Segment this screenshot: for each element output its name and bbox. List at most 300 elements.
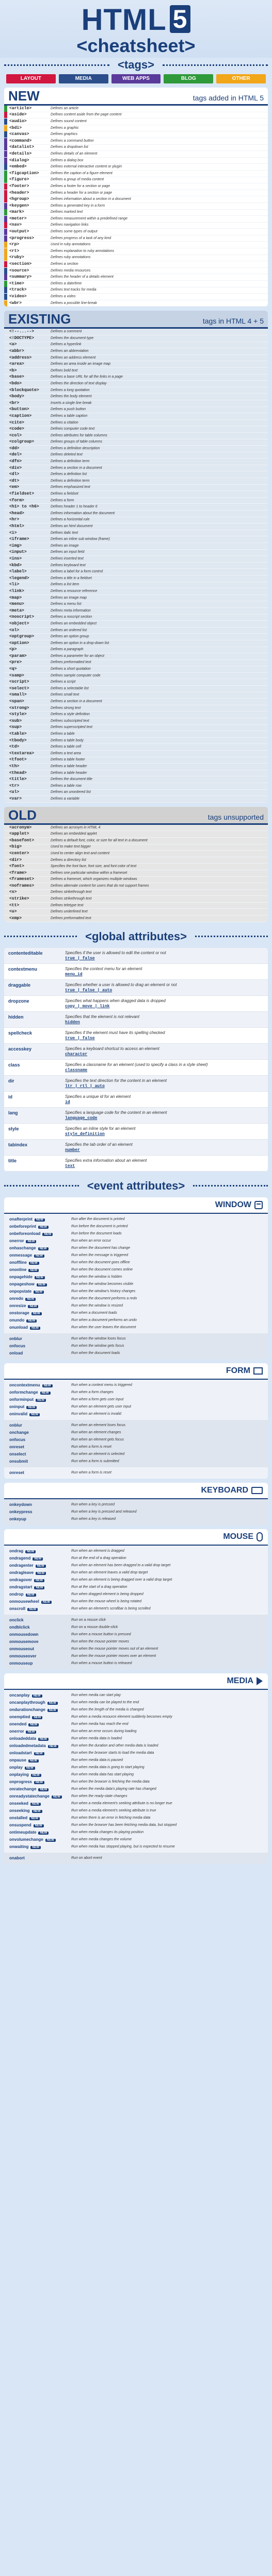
attribute-values: id bbox=[65, 1099, 70, 1105]
event-description: Run when media data is loaded bbox=[71, 1736, 122, 1740]
tag-name: <center> bbox=[9, 851, 29, 856]
page-title bbox=[0, 5, 272, 35]
tag-row bbox=[4, 863, 268, 870]
tag-name: <i> bbox=[9, 530, 17, 535]
tag-name: <blockquote> bbox=[9, 387, 39, 393]
category-swatch bbox=[4, 666, 7, 672]
new-badge: NEW bbox=[31, 1312, 42, 1315]
new-badge: NEW bbox=[28, 1305, 38, 1308]
tag-name: <head> bbox=[9, 511, 24, 516]
attribute-description bbox=[65, 1030, 264, 1041]
tag-row bbox=[4, 653, 268, 660]
divider bbox=[4, 936, 77, 937]
event-list bbox=[4, 1380, 268, 1420]
event-description: Run when an error occurs during loading bbox=[71, 1729, 137, 1733]
tag-row bbox=[4, 647, 268, 654]
event-row bbox=[4, 1302, 268, 1310]
tag-name: <style> bbox=[9, 712, 27, 717]
event-description: Run on abort event bbox=[71, 1856, 102, 1860]
event-name: oncanplay NEW bbox=[9, 1692, 71, 1699]
new-badge: NEW bbox=[42, 1233, 53, 1236]
new-badge: NEW bbox=[38, 1832, 49, 1835]
event-description: Run when a form is reset bbox=[71, 1445, 111, 1449]
tag-row bbox=[4, 361, 268, 368]
event-row bbox=[4, 1598, 268, 1605]
tag-name: <meter> bbox=[9, 216, 27, 221]
tag-name: <dl> bbox=[9, 472, 20, 477]
attribute-name: dir bbox=[8, 1078, 14, 1083]
tag-name: <q> bbox=[9, 667, 17, 672]
category-swatch bbox=[4, 783, 7, 789]
event-description: Run at the end of a drag operation bbox=[71, 1556, 126, 1560]
tag-name: <table> bbox=[9, 732, 27, 737]
event-description: Run when a media element's seeking attribute is true bbox=[71, 1808, 156, 1812]
event-description: Run when an element gets focus bbox=[71, 1437, 124, 1442]
new-badge: NEW bbox=[27, 1608, 38, 1611]
event-description: Run when the document comes online bbox=[71, 1267, 133, 1272]
category-swatch bbox=[4, 889, 7, 895]
event-group-keyboard bbox=[4, 1483, 268, 1525]
tag-description: Defines information about a section in a document bbox=[51, 197, 131, 201]
event-description: Run when the window loses focus bbox=[71, 1336, 126, 1341]
category-swatch bbox=[4, 261, 7, 267]
event-description: Run when an element is invalid bbox=[71, 1412, 121, 1416]
tag-name: <bdo> bbox=[9, 381, 22, 386]
event-description: Run when a mouse button is pressed bbox=[71, 1632, 131, 1636]
tag-name: <video> bbox=[9, 294, 27, 299]
tag-row bbox=[4, 831, 268, 838]
event-description: Run when an element gets user input bbox=[71, 1404, 131, 1409]
category-swatch bbox=[4, 355, 7, 361]
tag-row bbox=[4, 563, 268, 569]
tag-name: <col> bbox=[9, 433, 22, 438]
event-group-form bbox=[4, 1363, 268, 1479]
tag-row bbox=[4, 190, 268, 197]
tag-description: Defines ruby annotations bbox=[51, 256, 91, 260]
category-swatch bbox=[4, 628, 7, 634]
tag-description: Defines a section in a document bbox=[51, 700, 102, 704]
category-swatch bbox=[4, 770, 7, 776]
tag-row bbox=[4, 407, 268, 414]
tag-name: <aside> bbox=[9, 112, 27, 117]
event-row bbox=[4, 1653, 268, 1660]
new-badge: NEW bbox=[36, 1399, 46, 1402]
tag-description: Used in ruby annotations bbox=[51, 243, 91, 247]
tag-description: Specifies the font face, font size, and font color of text bbox=[51, 865, 137, 869]
event-description: Run when the document loads bbox=[71, 1351, 120, 1355]
tag-description: Defines a definition list bbox=[51, 472, 87, 477]
tag-name: <object> bbox=[9, 621, 29, 626]
tag-name: <xmp> bbox=[9, 916, 22, 921]
event-name: onclick bbox=[9, 1617, 24, 1622]
event-description: Run when an element is being dragged over a valid drop target bbox=[71, 1578, 172, 1582]
event-name: onundo NEW bbox=[9, 1317, 71, 1324]
tag-row bbox=[4, 615, 268, 621]
tag-name: <figcaption> bbox=[9, 171, 39, 176]
tag-description: Defines the caption of a figure element bbox=[51, 171, 113, 175]
attribute-description bbox=[65, 1062, 264, 1073]
category-swatch bbox=[4, 608, 7, 614]
category-swatch bbox=[4, 433, 7, 439]
event-row bbox=[4, 1411, 268, 1418]
event-description: Run when a document performs an undo bbox=[71, 1318, 137, 1322]
event-description: Run when a key is pressed and released bbox=[71, 1510, 137, 1514]
attribute-name: contextmenu bbox=[8, 966, 38, 972]
event-group-title bbox=[4, 1483, 268, 1499]
attribute-row bbox=[4, 1060, 268, 1076]
tag-name: <dir> bbox=[9, 857, 22, 862]
event-name: onplay NEW bbox=[9, 1765, 71, 1771]
tag-description: Defines a table bbox=[51, 732, 75, 736]
tag-description: Defines a form bbox=[51, 498, 74, 502]
attribute-desc-text: Specifies if the user is allowed to edit the content or not bbox=[65, 950, 166, 955]
event-description: Run when the duration and other media data is loaded bbox=[71, 1743, 158, 1748]
category-swatch bbox=[4, 796, 7, 802]
category-swatch bbox=[4, 144, 7, 150]
new-badge: NEW bbox=[34, 1586, 44, 1589]
event-description: Run when an error occur bbox=[71, 1239, 111, 1243]
category-swatch bbox=[4, 235, 7, 242]
new-badge: NEW bbox=[28, 1723, 39, 1726]
event-row bbox=[4, 1778, 268, 1786]
existing-tags-subtitle: tags in HTML 4 + 5 bbox=[202, 317, 264, 326]
event-description: Run when the window's history changes bbox=[71, 1289, 136, 1293]
tag-description: Defines an area inside an image map bbox=[51, 362, 110, 366]
category-swatch bbox=[4, 348, 7, 354]
tag-description: Defines emphasized text bbox=[51, 485, 90, 489]
category-swatch bbox=[4, 530, 7, 536]
tag-row bbox=[4, 478, 268, 485]
tag-description: Defines a long quotation bbox=[51, 388, 90, 392]
event-name: ondrop NEW bbox=[9, 1591, 71, 1598]
page-header bbox=[0, 0, 272, 58]
tag-name: <header> bbox=[9, 190, 29, 195]
tag-description: Defines an image map bbox=[51, 596, 87, 600]
new-badge: NEW bbox=[38, 1247, 49, 1250]
tag-description: Inserts a single line break bbox=[51, 401, 92, 405]
category-swatch bbox=[4, 595, 7, 601]
tag-description: Defines preformatted text bbox=[51, 660, 91, 665]
event-name: onsubmit bbox=[9, 1459, 28, 1464]
event-name: oninvalid NEW bbox=[9, 1411, 71, 1417]
tag-description: Defines a definition term bbox=[51, 479, 90, 483]
event-list bbox=[4, 1214, 268, 1333]
event-name: onmousedown bbox=[9, 1632, 39, 1637]
tag-description: Defines a comment bbox=[51, 330, 82, 334]
event-name: oninput NEW bbox=[9, 1404, 71, 1410]
category-swatch bbox=[4, 203, 7, 209]
tag-description: Defines a directory list bbox=[51, 858, 86, 862]
event-description: Run before the document is printed bbox=[71, 1224, 128, 1228]
category-swatch bbox=[4, 653, 7, 659]
category-swatch bbox=[4, 776, 7, 783]
tag-name: <li> bbox=[9, 582, 20, 587]
event-row bbox=[4, 1793, 268, 1800]
event-row bbox=[4, 1829, 268, 1836]
attribute-name: style bbox=[8, 1126, 19, 1131]
attribute-values: hidden bbox=[65, 1020, 80, 1025]
category-swatch bbox=[4, 883, 7, 889]
tag-row bbox=[4, 825, 268, 832]
event-list bbox=[4, 1333, 268, 1359]
tag-description: Defines a frameset, which organizes multiple windows bbox=[51, 877, 137, 882]
event-description: Run when the browser starts to load the media data bbox=[71, 1751, 154, 1755]
attribute-desc-text: Specifies an inline style for an element bbox=[65, 1126, 136, 1131]
category-swatch bbox=[4, 248, 7, 255]
category-swatch bbox=[4, 190, 7, 196]
event-row bbox=[4, 1706, 268, 1714]
tag-row bbox=[4, 764, 268, 770]
event-description: Run when media data has start playing bbox=[71, 1772, 134, 1776]
event-row bbox=[4, 1516, 268, 1523]
category-swatch bbox=[4, 751, 7, 757]
tag-description: Defines an image bbox=[51, 544, 79, 548]
event-list bbox=[4, 1467, 268, 1479]
event-row bbox=[4, 1252, 268, 1259]
tag-description: Defines a command button bbox=[51, 139, 94, 143]
category-swatch bbox=[4, 692, 7, 698]
category-swatch bbox=[4, 909, 7, 915]
category-swatch bbox=[4, 647, 7, 653]
tag-name: <map> bbox=[9, 595, 22, 600]
category-blog: BLOG bbox=[164, 74, 213, 83]
tag-description: Defines strong text bbox=[51, 706, 81, 710]
tag-description: Defines underlined text bbox=[51, 910, 88, 914]
tag-name: <rt> bbox=[9, 248, 20, 253]
event-row bbox=[4, 1757, 268, 1764]
tag-row bbox=[4, 660, 268, 667]
tag-row bbox=[4, 400, 268, 407]
tag-row bbox=[4, 446, 268, 452]
tag-row bbox=[4, 725, 268, 732]
tag-name: <section> bbox=[9, 262, 32, 267]
form-icon bbox=[253, 1367, 263, 1375]
event-description: Run when the mouse pointer moves over an element bbox=[71, 1654, 156, 1658]
new-badge: NEW bbox=[26, 1594, 36, 1597]
tag-description: Defines teletype text bbox=[51, 903, 84, 907]
event-row bbox=[4, 1721, 268, 1728]
new-badge: NEW bbox=[34, 1291, 44, 1294]
category-swatch bbox=[4, 387, 7, 394]
tag-row bbox=[4, 131, 268, 138]
tag-row bbox=[4, 216, 268, 223]
attribute-values: copy | move | link bbox=[65, 1004, 110, 1009]
event-description: Run when media has stopped playing, but is expected to resume bbox=[71, 1844, 175, 1849]
event-name: onkeypress bbox=[9, 1509, 33, 1514]
title-five-badge: 5 bbox=[170, 5, 191, 33]
category-swatch bbox=[4, 614, 7, 620]
tag-name: <track> bbox=[9, 287, 27, 293]
event-description: Run when a form gets user input bbox=[71, 1397, 124, 1401]
tag-description: Defines a possible line-break bbox=[51, 301, 97, 305]
attribute-row bbox=[4, 1028, 268, 1044]
tag-description: Defines a text area bbox=[51, 751, 81, 755]
tag-description: Defines a parameter for an object bbox=[51, 654, 104, 658]
tag-name: <optgroup> bbox=[9, 634, 35, 639]
tag-description: Defines a dialog box bbox=[51, 158, 84, 162]
tag-row bbox=[4, 569, 268, 575]
event-description: Run when the window becomes visible bbox=[71, 1282, 134, 1286]
event-list bbox=[4, 1499, 268, 1525]
event-name: onforminput NEW bbox=[9, 1397, 71, 1403]
category-swatch bbox=[4, 452, 7, 458]
tag-name: <hgroup> bbox=[9, 197, 29, 202]
event-name: onfocus bbox=[9, 1437, 26, 1442]
event-row bbox=[4, 1458, 268, 1465]
tag-description: Defines a script bbox=[51, 680, 76, 684]
attribute-desc-text: Specifies a unique id for an element bbox=[65, 1094, 131, 1099]
event-name: onpagehide NEW bbox=[9, 1274, 71, 1280]
event-name: onerror NEW bbox=[9, 1238, 71, 1244]
tag-name: <mark> bbox=[9, 210, 24, 215]
tag-name: <pre> bbox=[9, 660, 22, 665]
tag-description: Defines an ordered list bbox=[51, 628, 87, 632]
new-badge: NEW bbox=[26, 1240, 36, 1243]
category-swatch bbox=[4, 394, 7, 400]
new-badge: NEW bbox=[34, 1752, 44, 1755]
event-list bbox=[4, 1690, 268, 1853]
tag-row bbox=[4, 640, 268, 647]
tag-row bbox=[4, 158, 268, 164]
event-group-title-text: MOUSE bbox=[223, 1532, 253, 1541]
attribute-desc-text: Specifies if the element must have its spelling checked bbox=[65, 1030, 165, 1035]
tag-name: <select> bbox=[9, 686, 29, 691]
event-description: Run on a mouse click bbox=[71, 1618, 106, 1622]
tag-row bbox=[4, 705, 268, 712]
event-name: onafterprint NEW bbox=[9, 1216, 71, 1223]
tag-row bbox=[4, 857, 268, 864]
old-tags-panel bbox=[4, 807, 268, 922]
tag-description: Defines the body element bbox=[51, 395, 92, 399]
tag-row bbox=[4, 164, 268, 171]
tag-row bbox=[4, 673, 268, 680]
event-description: Run when the mouse pointer moves bbox=[71, 1639, 130, 1643]
tag-description: Defines the document type bbox=[51, 336, 94, 340]
tag-name: <span> bbox=[9, 699, 24, 704]
event-name: onreset bbox=[9, 1470, 24, 1475]
tag-description: Defines a header for a section or page bbox=[51, 191, 113, 195]
tag-row bbox=[4, 903, 268, 909]
event-name: onwaiting NEW bbox=[9, 1844, 71, 1850]
event-description: Run when media changes its playing position bbox=[71, 1830, 144, 1834]
category-swatch bbox=[4, 465, 7, 471]
new-badge: NEW bbox=[38, 1788, 49, 1791]
event-row bbox=[4, 1591, 268, 1598]
tag-name: <img> bbox=[9, 543, 22, 548]
new-badge: NEW bbox=[34, 1824, 44, 1827]
event-group-title bbox=[4, 1529, 268, 1546]
category-swatch bbox=[4, 426, 7, 432]
event-row bbox=[4, 1389, 268, 1396]
attribute-row bbox=[4, 1012, 268, 1028]
category-swatch bbox=[4, 171, 7, 177]
attribute-values: character bbox=[65, 1052, 88, 1057]
event-name: onmessage NEW bbox=[9, 1252, 71, 1259]
event-row bbox=[4, 1843, 268, 1851]
event-name: oncontextmenu NEW bbox=[9, 1382, 71, 1388]
category-swatch bbox=[4, 863, 7, 870]
attribute-desc-text: Specifies what happens when dragged data is dropped bbox=[65, 998, 166, 1003]
category-swatch bbox=[4, 825, 7, 831]
category-swatch bbox=[4, 844, 7, 850]
event-description: Run when the message is triggered bbox=[71, 1253, 129, 1257]
event-name: onabort bbox=[9, 1855, 25, 1860]
event-description: Run when a key is pressed bbox=[71, 1502, 115, 1506]
tag-name: <audio> bbox=[9, 118, 27, 124]
tag-description: Defines a fieldset bbox=[51, 492, 78, 496]
play-icon bbox=[257, 1677, 263, 1685]
new-badge: NEW bbox=[31, 1774, 41, 1777]
tag-description: Defines preformatted text bbox=[51, 916, 91, 920]
tag-description: Defines a title in a fieldset bbox=[51, 576, 92, 580]
tag-description: Defines meta information bbox=[51, 608, 91, 613]
event-list bbox=[4, 1420, 268, 1467]
tag-description: Defines strikethrough text bbox=[51, 897, 92, 901]
attribute-desc-text: Specifies a language code for the content in an element bbox=[65, 1110, 167, 1115]
tag-description: Defines a section bbox=[51, 262, 78, 266]
attribute-description bbox=[65, 1126, 264, 1137]
event-name: ononline NEW bbox=[9, 1267, 71, 1273]
tag-row bbox=[4, 183, 268, 190]
category-swatch bbox=[4, 673, 7, 679]
tag-description: Defines a table cell bbox=[51, 745, 82, 749]
attribute-description bbox=[65, 1078, 264, 1089]
event-description: Run when a context menu is triggered bbox=[71, 1383, 132, 1387]
category-swatch bbox=[4, 342, 7, 348]
category-swatch bbox=[4, 718, 7, 724]
event-row bbox=[4, 1403, 268, 1411]
tag-row bbox=[4, 420, 268, 427]
divider bbox=[195, 936, 268, 937]
tag-name: <del> bbox=[9, 452, 22, 457]
event-description: Run when the window is hidden bbox=[71, 1275, 122, 1279]
category-swatch bbox=[4, 484, 7, 490]
tag-name: <strike> bbox=[9, 896, 29, 902]
event-name: onload bbox=[9, 1350, 23, 1355]
event-row bbox=[4, 1295, 268, 1302]
tag-row bbox=[4, 686, 268, 692]
category-swatch bbox=[4, 281, 7, 287]
event-row bbox=[4, 1451, 268, 1458]
event-row bbox=[4, 1638, 268, 1646]
event-row bbox=[4, 1274, 268, 1281]
tag-name: <details> bbox=[9, 151, 32, 156]
attribute-row bbox=[4, 1076, 268, 1092]
tag-description: Defines a definition description bbox=[51, 446, 100, 450]
tag-name: <caption> bbox=[9, 413, 32, 418]
event-name: onpause NEW bbox=[9, 1757, 71, 1764]
category-swatch bbox=[4, 549, 7, 555]
tag-description: Defines the direction of text display bbox=[51, 381, 107, 385]
attribute-name: lang bbox=[8, 1110, 18, 1115]
category-swatch bbox=[4, 498, 7, 504]
attribute-description bbox=[65, 966, 264, 977]
tag-name: <s> bbox=[9, 890, 17, 895]
event-group-title-text: MEDIA bbox=[227, 1676, 253, 1685]
tag-description: Defines an article bbox=[51, 106, 79, 110]
tag-name: <output> bbox=[9, 229, 29, 234]
attribute-desc-text: Specifies extra information about an element bbox=[65, 1158, 147, 1163]
tag-row bbox=[4, 844, 268, 851]
tag-name: <rp> bbox=[9, 242, 20, 247]
category-swatch bbox=[4, 517, 7, 523]
tag-description: Defines a table body bbox=[51, 738, 84, 742]
tag-description: Defines a default font, color, or size for all text in a document bbox=[51, 838, 148, 842]
tag-description: Defines a section in a document bbox=[51, 466, 102, 470]
event-row bbox=[4, 1631, 268, 1638]
category-swatch bbox=[4, 400, 7, 406]
category-swatch bbox=[4, 705, 7, 711]
